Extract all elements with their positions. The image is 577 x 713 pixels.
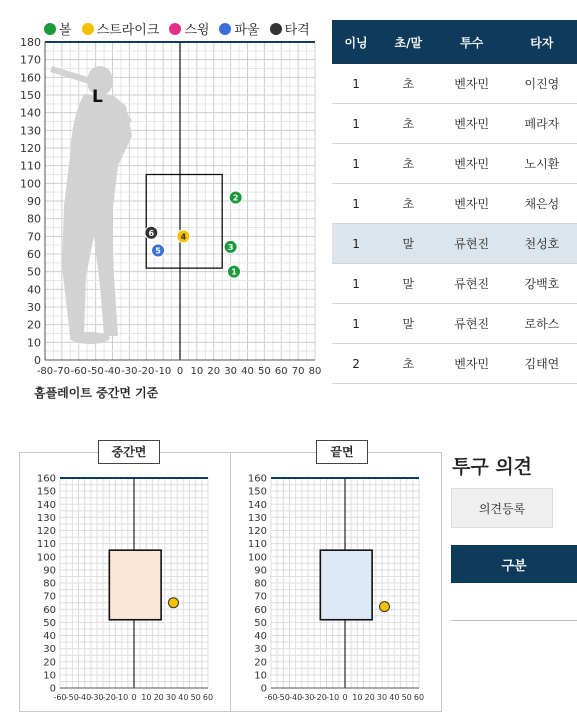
y-tick-label: 70 bbox=[27, 230, 41, 244]
x-tick-label: -60 bbox=[70, 366, 87, 377]
x-tick-label: 60 bbox=[413, 693, 425, 702]
table-cell: 말 bbox=[380, 304, 436, 344]
y-tick-label: 80 bbox=[43, 578, 56, 590]
y-tick-label: 100 bbox=[247, 552, 267, 564]
pitch-dot bbox=[379, 602, 389, 612]
table-cell: 말 bbox=[380, 224, 436, 264]
pitch-marker bbox=[224, 240, 237, 253]
table-cell: 1 bbox=[332, 144, 380, 184]
y-tick-label: 10 bbox=[43, 670, 56, 682]
y-tick-label: 140 bbox=[247, 499, 267, 511]
x-tick-label: -30 bbox=[301, 693, 315, 702]
y-tick-label: 40 bbox=[27, 283, 41, 297]
pitch-number: 6 bbox=[148, 228, 155, 238]
table-cell: 벤자민 bbox=[437, 104, 507, 144]
x-tick-label: 30 bbox=[165, 693, 177, 702]
legend-dot-icon bbox=[82, 23, 94, 35]
table-cell: 초 bbox=[380, 64, 436, 104]
pitch-number: 1 bbox=[231, 267, 237, 277]
table-cell: 1 bbox=[332, 64, 380, 104]
x-tick-label: -70 bbox=[53, 366, 71, 377]
y-tick-label: 120 bbox=[20, 142, 41, 155]
y-tick-label: 50 bbox=[43, 617, 56, 629]
table-cell: 김태연 bbox=[507, 344, 577, 384]
category-column-header: 구분 bbox=[451, 545, 577, 583]
y-tick-label: 90 bbox=[27, 195, 41, 208]
pitch-number: 5 bbox=[155, 246, 161, 256]
y-tick-label: 0 bbox=[34, 354, 41, 367]
table-row[interactable] bbox=[332, 184, 577, 224]
x-tick-label: -30 bbox=[90, 693, 104, 702]
y-tick-label: 80 bbox=[254, 578, 267, 590]
x-tick-label: 80 bbox=[308, 366, 322, 377]
table-header: 투수 bbox=[437, 20, 507, 64]
x-tick-label: -20 bbox=[138, 366, 155, 377]
table-cell: 초 bbox=[380, 104, 436, 144]
x-tick-label: 40 bbox=[178, 693, 189, 702]
y-tick-label: 160 bbox=[36, 473, 56, 485]
y-tick-label: 110 bbox=[36, 539, 56, 551]
strike-zone bbox=[320, 550, 372, 620]
end-plane-plot bbox=[231, 470, 440, 710]
x-tick-label: 40 bbox=[389, 693, 400, 702]
table-cell: 1 bbox=[332, 224, 380, 264]
pitch-number: 4 bbox=[180, 232, 187, 242]
legend-dot-icon bbox=[44, 23, 56, 35]
legend-label: 스윙 bbox=[184, 23, 210, 38]
y-tick-label: 50 bbox=[27, 265, 41, 279]
x-tick-label: 40 bbox=[241, 366, 254, 377]
y-tick-label: 140 bbox=[20, 106, 41, 120]
x-tick-label: -40 bbox=[78, 693, 92, 702]
table-cell: 채은성 bbox=[507, 184, 577, 224]
y-tick-label: 30 bbox=[254, 644, 267, 656]
x-tick-label: 60 bbox=[202, 693, 214, 702]
x-tick-label: -30 bbox=[121, 366, 138, 377]
y-tick-label: 30 bbox=[27, 301, 41, 314]
table-row[interactable] bbox=[332, 224, 577, 264]
table-header: 타자 bbox=[507, 20, 577, 64]
table-row[interactable] bbox=[332, 344, 577, 384]
legend-dot-icon bbox=[169, 23, 181, 35]
y-tick-label: 150 bbox=[36, 486, 56, 498]
x-tick-label: 20 bbox=[207, 366, 221, 377]
table-row[interactable] bbox=[332, 64, 577, 104]
table-cell: 류현진 bbox=[437, 304, 507, 344]
table-cell: 벤자민 bbox=[437, 184, 507, 224]
y-tick-label: 0 bbox=[260, 683, 267, 695]
x-tick-label: -20 bbox=[102, 693, 116, 702]
x-tick-label: -10 bbox=[115, 693, 129, 702]
x-tick-label: -20 bbox=[313, 693, 327, 702]
table-cell: 2 bbox=[332, 344, 380, 384]
table-cell: 1 bbox=[332, 304, 380, 344]
table-cell: 초 bbox=[380, 184, 436, 224]
pitch-dot bbox=[168, 598, 178, 608]
y-tick-label: 40 bbox=[43, 631, 56, 642]
y-tick-label: 60 bbox=[27, 248, 41, 261]
y-tick-label: 150 bbox=[20, 89, 41, 102]
x-tick-label: -10 bbox=[326, 693, 340, 702]
y-tick-label: 120 bbox=[36, 526, 56, 537]
y-tick-label: 10 bbox=[254, 670, 267, 682]
y-tick-label: 60 bbox=[254, 604, 267, 616]
x-tick-label: 10 bbox=[352, 693, 363, 702]
register-opinion-button[interactable]: 의견등록 bbox=[451, 488, 553, 528]
x-tick-label: 10 bbox=[141, 693, 152, 702]
table-cell: 말 bbox=[380, 264, 436, 304]
x-tick-label: 60 bbox=[274, 366, 288, 377]
table-header: 이닝 bbox=[332, 20, 380, 64]
table-cell: 류현진 bbox=[437, 264, 507, 304]
legend-label: 볼 bbox=[59, 23, 72, 38]
x-tick-label: 0 bbox=[176, 366, 184, 377]
y-tick-label: 150 bbox=[247, 486, 267, 498]
table-row[interactable] bbox=[332, 104, 577, 144]
plot-caption: 홈플레이트 중간면 기준 bbox=[34, 386, 159, 400]
y-tick-label: 100 bbox=[36, 552, 56, 564]
batter-hand-label: L bbox=[92, 87, 103, 107]
y-tick-label: 100 bbox=[20, 177, 41, 191]
y-tick-label: 20 bbox=[254, 657, 267, 669]
y-tick-label: 90 bbox=[43, 565, 56, 577]
table-cell: 강백호 bbox=[507, 264, 577, 304]
x-tick-label: -60 bbox=[53, 693, 67, 702]
y-tick-label: 60 bbox=[43, 604, 56, 616]
opinion-title: 투구 의견 bbox=[452, 456, 533, 478]
y-tick-label: 70 bbox=[43, 591, 56, 603]
pitch-marker bbox=[152, 244, 165, 257]
y-tick-label: 120 bbox=[247, 526, 267, 537]
x-tick-label: 50 bbox=[190, 693, 201, 702]
table-cell: 로하스 bbox=[507, 304, 577, 344]
y-tick-label: 50 bbox=[254, 617, 267, 629]
y-tick-label: 130 bbox=[20, 124, 41, 138]
pitch-marker bbox=[229, 191, 242, 204]
table-cell: 류현진 bbox=[437, 224, 507, 264]
mid-plane-title: 중간면 bbox=[98, 440, 160, 464]
table-cell: 벤자민 bbox=[437, 344, 507, 384]
x-tick-label: -50 bbox=[65, 693, 79, 702]
y-tick-label: 70 bbox=[254, 591, 267, 603]
y-tick-label: 110 bbox=[247, 539, 267, 551]
table-cell: 노시환 bbox=[507, 144, 577, 184]
table-cell: 이진영 bbox=[507, 64, 577, 104]
x-tick-label: -40 bbox=[104, 366, 121, 377]
y-tick-label: 30 bbox=[43, 644, 56, 656]
y-tick-label: 80 bbox=[27, 212, 41, 226]
x-tick-label: 20 bbox=[153, 693, 164, 702]
table-cell: 초 bbox=[380, 144, 436, 184]
y-tick-label: 40 bbox=[254, 631, 267, 642]
x-tick-label: -10 bbox=[154, 366, 172, 377]
table-row[interactable] bbox=[332, 144, 577, 184]
y-tick-label: 20 bbox=[27, 318, 41, 332]
table-row[interactable] bbox=[332, 264, 577, 304]
y-tick-label: 0 bbox=[49, 683, 56, 695]
pitch-marker bbox=[145, 226, 158, 239]
legend-label: 타격 bbox=[284, 23, 310, 38]
y-tick-label: 20 bbox=[43, 657, 56, 669]
table-cell: 1 bbox=[332, 104, 380, 144]
x-tick-label: -80 bbox=[36, 366, 54, 377]
table-cell: 천성호 bbox=[507, 224, 577, 264]
legend-label: 파울 bbox=[234, 23, 260, 38]
y-tick-label: 130 bbox=[36, 512, 56, 524]
table-cell: 벤자민 bbox=[437, 144, 507, 184]
table-cell: 1 bbox=[332, 264, 380, 304]
pitch-number: 2 bbox=[232, 193, 239, 203]
y-tick-label: 10 bbox=[27, 336, 41, 350]
x-tick-label: 0 bbox=[131, 693, 137, 702]
x-tick-label: 30 bbox=[376, 693, 388, 702]
main-pitch-plot bbox=[0, 36, 330, 381]
x-tick-label: -50 bbox=[87, 366, 104, 377]
y-tick-label: 180 bbox=[20, 36, 41, 49]
table-header: 초/말 bbox=[380, 20, 436, 64]
table-cell: 1 bbox=[332, 184, 380, 224]
pitch-marker bbox=[228, 265, 241, 278]
y-tick-label: 160 bbox=[20, 71, 41, 85]
legend-dot-icon bbox=[270, 23, 282, 35]
end-plane-title: 끝면 bbox=[316, 440, 368, 464]
x-tick-label: 0 bbox=[342, 693, 348, 702]
y-tick-label: 90 bbox=[254, 565, 267, 577]
table-cell: 초 bbox=[380, 344, 436, 384]
table-row[interactable] bbox=[332, 304, 577, 344]
x-tick-label: 50 bbox=[258, 366, 271, 377]
pitch-number: 3 bbox=[227, 242, 234, 252]
x-tick-label: -60 bbox=[264, 693, 278, 702]
pitch-table bbox=[332, 20, 577, 384]
strike-zone bbox=[109, 550, 161, 620]
y-tick-label: 140 bbox=[36, 499, 56, 511]
x-tick-label: 10 bbox=[190, 366, 204, 377]
legend-dot-icon bbox=[219, 23, 231, 35]
legend-label: 스트라이크 bbox=[96, 23, 160, 38]
y-tick-label: 160 bbox=[247, 473, 267, 485]
y-tick-label: 130 bbox=[247, 512, 267, 524]
y-tick-label: 110 bbox=[20, 159, 41, 173]
table-cell: 페라자 bbox=[507, 104, 577, 144]
opinion-divider bbox=[451, 620, 577, 621]
x-tick-label: -40 bbox=[289, 693, 303, 702]
x-tick-label: 30 bbox=[224, 366, 237, 377]
x-tick-label: 50 bbox=[401, 693, 412, 702]
table-cell: 벤자민 bbox=[437, 64, 507, 104]
x-tick-label: -50 bbox=[276, 693, 290, 702]
y-tick-label: 170 bbox=[20, 53, 41, 67]
x-tick-label: 20 bbox=[364, 693, 375, 702]
x-tick-label: 70 bbox=[291, 366, 305, 377]
pitch-marker bbox=[177, 230, 190, 243]
mid-plane-plot bbox=[20, 470, 230, 710]
